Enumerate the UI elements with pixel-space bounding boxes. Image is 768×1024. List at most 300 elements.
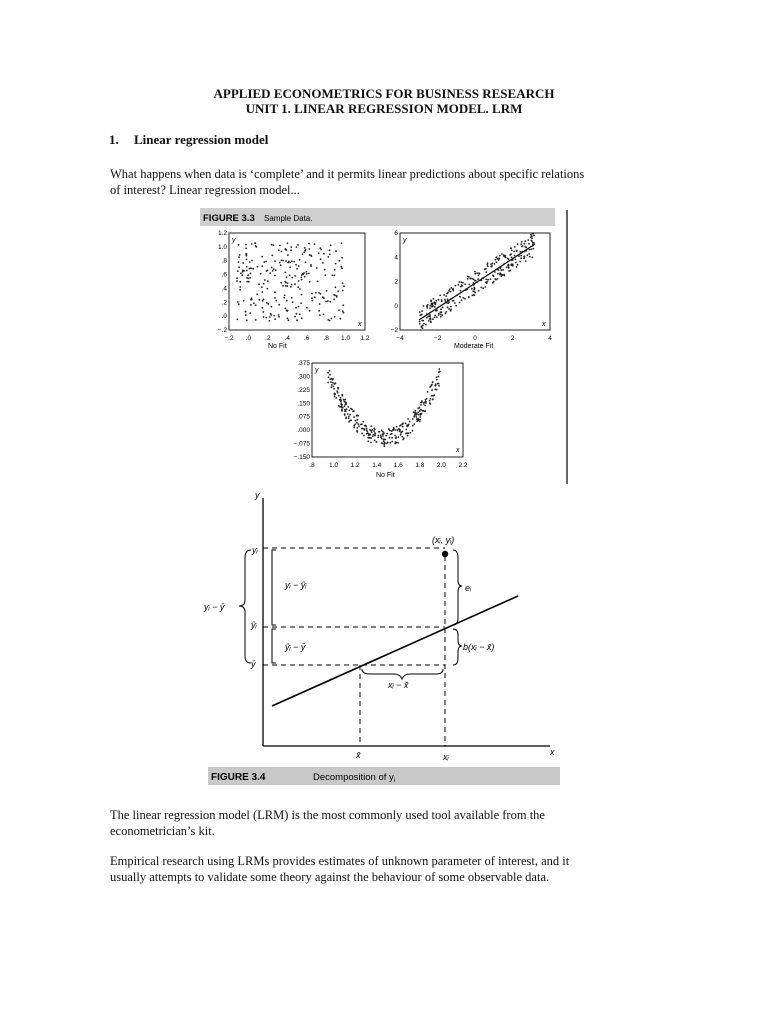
scatter-point: [338, 309, 340, 311]
scatter-point: [377, 437, 379, 439]
scatter-point: [495, 257, 497, 259]
scatter-point: [476, 272, 478, 274]
scatter-point: [437, 383, 439, 385]
scatter-point: [478, 275, 480, 277]
scatter-point: [448, 290, 450, 292]
scatter-point: [290, 246, 292, 248]
scatter-point: [445, 311, 447, 313]
scatter-point: [442, 307, 444, 309]
scatter-point: [347, 406, 349, 408]
scatter-point: [521, 251, 523, 253]
scatter-point: [256, 293, 258, 295]
scatter-point: [425, 402, 427, 404]
scatter-point: [384, 442, 386, 444]
scatter-point: [327, 256, 329, 258]
scatter-point: [318, 292, 320, 294]
scatter-point: [524, 246, 526, 248]
scatter-point: [479, 279, 481, 281]
scatter-point: [236, 277, 238, 279]
scatter-point: [523, 243, 525, 245]
scatter-point: [487, 265, 489, 267]
scatter-point: [518, 254, 520, 256]
scatter-point: [301, 294, 303, 296]
panel1-y-axis-label: y: [232, 237, 236, 244]
panel3-y-tick-label: −.075: [293, 440, 310, 448]
scatter-point: [245, 253, 247, 255]
scatter-point: [291, 260, 293, 262]
scatter-point: [275, 269, 277, 271]
scatter-point: [337, 290, 339, 292]
scatter-point: [429, 403, 431, 405]
scatter-point: [374, 432, 376, 434]
scatter-point: [445, 302, 447, 304]
scatter-point: [333, 294, 335, 296]
scatter-point: [528, 243, 530, 245]
scatter-point: [498, 257, 500, 259]
scatter-point: [471, 278, 473, 280]
scatter-point: [269, 272, 271, 274]
scatter-point: [257, 266, 259, 268]
scatter-point: [449, 288, 451, 290]
scatter-point: [242, 262, 244, 264]
scatter-point: [455, 305, 457, 307]
scatter-point: [435, 300, 437, 302]
scatter-point: [438, 368, 440, 370]
scatter-point: [431, 306, 433, 308]
scatter-point: [480, 287, 482, 289]
scatter-point: [237, 301, 239, 303]
scatter-point: [288, 319, 290, 321]
scatter-point: [320, 249, 322, 251]
panel3-y-tick-label: −.150: [293, 454, 310, 461]
panel2-x-axis-label: x: [542, 321, 546, 328]
scatter-point: [474, 273, 476, 275]
scatter-point: [493, 281, 495, 283]
panel1-x-tick-label: −.2: [224, 335, 234, 342]
scatter-point: [301, 317, 303, 319]
scatter-point: [445, 295, 447, 297]
scatter-point: [286, 276, 288, 278]
scatter-point: [326, 290, 328, 292]
scatter-point: [503, 254, 505, 256]
scatter-point: [346, 408, 348, 410]
scatter-point: [304, 247, 306, 249]
scatter-point: [383, 444, 385, 446]
scatter-point: [412, 425, 414, 427]
scatter-point: [332, 382, 334, 384]
scatter-point: [425, 399, 427, 401]
scatter-point: [330, 381, 332, 383]
scatter-point: [521, 246, 523, 248]
panel1-y-tick-label: .6: [221, 271, 227, 279]
scatter-point: [368, 433, 370, 435]
scatter-point: [398, 436, 400, 438]
panel3-y-axis-label: y: [315, 367, 319, 374]
scatter-point: [501, 253, 503, 255]
yi-minus-yhat-label: yᵢ − ŷᵢ: [285, 580, 307, 590]
scatter-point: [356, 415, 358, 417]
scatter-point: [334, 269, 336, 271]
scatter-point: [431, 389, 433, 391]
scatter-point: [530, 237, 532, 239]
scatter-point: [280, 282, 282, 284]
axis-y-label: y: [255, 490, 260, 500]
scatter-point: [329, 370, 331, 372]
scatter-point: [433, 394, 435, 396]
scatter-point: [373, 434, 375, 436]
panel3-y-tick-label: .075: [297, 413, 310, 421]
scatter-point: [267, 303, 269, 305]
scatter-point: [295, 307, 297, 309]
scatter-point: [263, 283, 265, 285]
panel3-y-tick-label: .375: [297, 360, 310, 367]
scatter-point: [520, 243, 522, 245]
panel3-y-tick-label: .225: [297, 386, 310, 394]
scatter-point: [424, 405, 426, 407]
scatter-point: [516, 250, 518, 252]
scatter-point: [407, 418, 409, 420]
scatter-point: [249, 261, 251, 263]
scatter-point: [275, 300, 277, 302]
scatter-point: [420, 314, 422, 316]
scatter-point: [477, 278, 479, 280]
scatter-point: [485, 271, 487, 273]
scatter-point: [344, 399, 346, 401]
scatter-point: [476, 282, 478, 284]
scatter-point: [421, 325, 423, 327]
scatter-point: [511, 250, 513, 252]
panel1-x-tick-label: 1.2: [360, 335, 370, 342]
scatter-point: [241, 274, 243, 276]
scatter-point: [433, 301, 435, 303]
scatter-point: [271, 306, 273, 308]
scatter-point: [287, 282, 289, 284]
scatter-point: [258, 283, 260, 285]
scatter-point: [302, 253, 304, 255]
scatter-point: [286, 300, 288, 302]
scatter-point: [278, 304, 280, 306]
scatter-point: [285, 249, 287, 251]
paragraph-empirical-research: [110, 853, 670, 885]
scatter-point: [304, 276, 306, 278]
scatter-point: [363, 435, 365, 437]
scatter-point: [452, 290, 454, 292]
document-title: APPLIED ECONOMETRICS FOR BUSINESS RESEARCH: [213, 86, 555, 101]
scatter-point: [333, 298, 335, 300]
scatter-point: [351, 408, 353, 410]
xbar-label: x̄: [356, 750, 361, 760]
scatter-point: [474, 271, 476, 273]
scatter-point: [481, 277, 483, 279]
scatter-point: [344, 405, 346, 407]
scatter-point: [395, 436, 397, 438]
scatter-point: [464, 283, 466, 285]
scatter-point: [299, 288, 301, 290]
scatter-point: [289, 266, 291, 268]
scatter-point: [305, 261, 307, 263]
scatter-point: [289, 274, 291, 276]
scatter-point: [330, 244, 332, 246]
scatter-point: [390, 433, 392, 435]
figure-3-3: [200, 208, 572, 486]
scatter-point: [271, 244, 273, 246]
scatter-point: [270, 314, 272, 316]
scatter-point: [424, 410, 426, 412]
scatter-point: [358, 423, 360, 425]
scatter-point: [249, 277, 251, 279]
scatter-point: [510, 247, 512, 249]
scatter-point: [459, 296, 461, 298]
scatter-point: [311, 255, 313, 257]
scatter-point: [312, 300, 314, 302]
scatter-point: [369, 434, 371, 436]
scatter-point: [341, 257, 343, 259]
scatter-point: [238, 256, 240, 258]
panel1-y-tick-label: .2: [221, 299, 227, 307]
panel3-x-tick-label: 1.2: [350, 462, 360, 469]
scatter-point: [453, 300, 455, 302]
scatter-point: [444, 299, 446, 301]
scatter-point: [354, 423, 356, 425]
scatter-point: [335, 397, 337, 399]
scatter-point: [281, 260, 283, 262]
scatter-point: [405, 422, 407, 424]
scatter-point: [342, 290, 344, 292]
scatter-point: [334, 316, 336, 318]
scatter-point: [251, 260, 253, 262]
scatter-point: [399, 430, 401, 432]
scatter-point: [350, 419, 352, 421]
scatter-point: [456, 294, 458, 296]
scatter-point: [335, 286, 337, 288]
scatter-point: [289, 262, 291, 264]
scatter-point: [515, 258, 517, 260]
scatter-point: [308, 273, 310, 275]
scatter-point: [396, 426, 398, 428]
scatter-point: [468, 284, 470, 286]
scatter-point: [394, 435, 396, 437]
scatter-point: [440, 314, 442, 316]
scatter-point: [408, 424, 410, 426]
scatter-point: [332, 274, 334, 276]
scatter-point: [322, 262, 324, 264]
scatter-point: [419, 416, 421, 418]
scatter-point: [487, 281, 489, 283]
scatter-point: [320, 258, 322, 260]
scatter-point: [319, 314, 321, 316]
intro-paragraph: [110, 166, 670, 198]
scatter-point: [237, 318, 239, 320]
scatter-point: [341, 266, 343, 268]
scatter-point: [329, 374, 331, 376]
scatter-point: [520, 255, 522, 257]
panel2-y-tick-label: 0: [394, 302, 398, 310]
scatter-point: [459, 281, 461, 283]
scatter-point: [285, 260, 287, 262]
scatter-point: [357, 415, 359, 417]
scatter-point: [294, 275, 296, 277]
scatter-point: [386, 433, 388, 435]
panel2-y-tick-label: −2: [390, 327, 398, 334]
scatter-point: [295, 264, 297, 266]
scatter-point: [278, 316, 280, 318]
figure-3-4-caption: Decomposition of $y_i$: [313, 772, 396, 784]
scatter-point: [298, 280, 300, 282]
intro-line: What happens when data is ‘complete’ and it permits linear predictions about specific relations: [110, 167, 585, 181]
scatter-point: [372, 435, 374, 437]
figure-3-3-caption: Sample Data.: [264, 214, 313, 223]
scatter-point: [485, 286, 487, 288]
scatter-point: [381, 442, 383, 444]
scatter-point: [507, 265, 509, 267]
scatter-point: [262, 311, 264, 313]
scatter-point: [427, 391, 429, 393]
scatter-point: [352, 410, 354, 412]
scatter-point: [258, 299, 260, 301]
panel1-xlabel: No Fit: [268, 343, 287, 350]
scatter-point: [405, 429, 407, 431]
scatter-point: [246, 281, 248, 283]
scatter-point: [529, 249, 531, 251]
scatter-point: [444, 300, 446, 302]
scatter-point: [389, 437, 391, 439]
scatter-point: [382, 435, 384, 437]
scatter-point: [430, 398, 432, 400]
scatter-point: [342, 304, 344, 306]
scatter-point: [524, 256, 526, 258]
scatter-point: [406, 424, 408, 426]
scatter-point: [377, 435, 379, 437]
scatter-point: [388, 428, 390, 430]
scatter-point: [339, 260, 341, 262]
scatter-point: [261, 256, 263, 258]
scatter-point: [419, 323, 421, 325]
scatter-point: [395, 442, 397, 444]
panel1-x-tick-label: .4: [284, 335, 290, 342]
scatter-point: [381, 430, 383, 432]
scatter-point: [519, 261, 521, 263]
scatter-point: [296, 246, 298, 248]
scatter-point: [278, 314, 280, 316]
yhat-minus-ybar-label: ŷᵢ − ȳ: [285, 642, 306, 652]
scatter-point: [482, 287, 484, 289]
scatter-point: [391, 430, 393, 432]
scatter-point: [314, 243, 316, 245]
panel2-x-tick-label: 4: [548, 335, 552, 342]
scatter-point: [524, 251, 526, 253]
scatter-point: [274, 260, 276, 262]
scatter-point: [419, 321, 421, 323]
scatter-point: [267, 280, 269, 282]
scatter-point: [430, 321, 432, 323]
scatter-point: [248, 281, 250, 283]
scatter-point: [324, 269, 326, 271]
yhat-label: ŷᵢ: [251, 620, 257, 630]
scatter-point: [497, 278, 499, 280]
panel1-x-axis-label: x: [358, 321, 362, 328]
scatter-point: [303, 251, 305, 253]
scatter-point: [474, 294, 476, 296]
scatter-point: [336, 296, 338, 298]
scatter-point: [521, 241, 523, 243]
scatter-point: [471, 294, 473, 296]
panel1-y-tick-label: .8: [221, 257, 227, 265]
ybar-label: ȳ: [251, 659, 256, 669]
scatter-point: [462, 282, 464, 284]
scatter-point: [356, 431, 358, 433]
scatter-point: [345, 402, 347, 404]
scatter-point: [318, 252, 320, 254]
scatter-point: [430, 385, 432, 387]
scatter-point: [342, 395, 344, 397]
scatter-point: [329, 249, 331, 251]
scatter-point: [287, 318, 289, 320]
scatter-point: [334, 383, 336, 385]
scatter-point: [383, 432, 385, 434]
scatter-point: [296, 268, 298, 270]
scatter-point: [311, 297, 313, 299]
scatter-point: [421, 310, 423, 312]
scatter-point: [440, 311, 442, 313]
scatter-point: [423, 410, 425, 412]
scatter-point: [454, 302, 456, 304]
panel1-x-tick-label: .2: [265, 335, 271, 342]
scatter-point: [530, 248, 532, 250]
scatter-point: [443, 294, 445, 296]
scatter-point: [246, 270, 248, 272]
panel3-y-tick-label: .150: [297, 400, 310, 408]
scatter-point: [432, 381, 434, 383]
scatter-point: [506, 266, 508, 268]
scatter-point: [274, 275, 276, 277]
scatter-point: [473, 283, 475, 285]
scatter-point: [460, 281, 462, 283]
scatter-point: [358, 425, 360, 427]
scatter-point: [434, 317, 436, 319]
scatter-point: [266, 302, 268, 304]
scatter-point: [301, 277, 303, 279]
scatter-point: [239, 281, 241, 283]
scatter-point: [283, 297, 285, 299]
scatter-point: [250, 304, 252, 306]
panel3-x-tick-label: 2.0: [436, 462, 446, 469]
scatter-point: [474, 288, 476, 290]
scatter-point: [409, 432, 411, 434]
scatter-point: [344, 404, 346, 406]
scatter-point: [327, 300, 329, 302]
scatter-point: [423, 323, 425, 325]
panel3-xlabel: No Fit: [376, 472, 395, 479]
panel3-x-tick-label: 1.6: [393, 462, 403, 469]
scatter-point: [508, 258, 510, 260]
scatter-point: [306, 307, 308, 309]
scatter-point: [393, 428, 395, 430]
scatter-point: [238, 261, 240, 263]
scatter-point: [450, 306, 452, 308]
scatter-point: [448, 301, 450, 303]
scatter-point: [280, 264, 282, 266]
scatter-point: [267, 288, 269, 290]
scatter-point: [459, 302, 461, 304]
scatter-point: [284, 281, 286, 283]
panel2-x-tick-label: −2: [433, 335, 442, 342]
scatter-point: [401, 431, 403, 433]
scatter-point: [243, 300, 245, 302]
scatter-point: [447, 306, 449, 308]
scatter-point: [369, 437, 371, 439]
scatter-point: [291, 297, 293, 299]
scatter-point: [284, 294, 286, 296]
